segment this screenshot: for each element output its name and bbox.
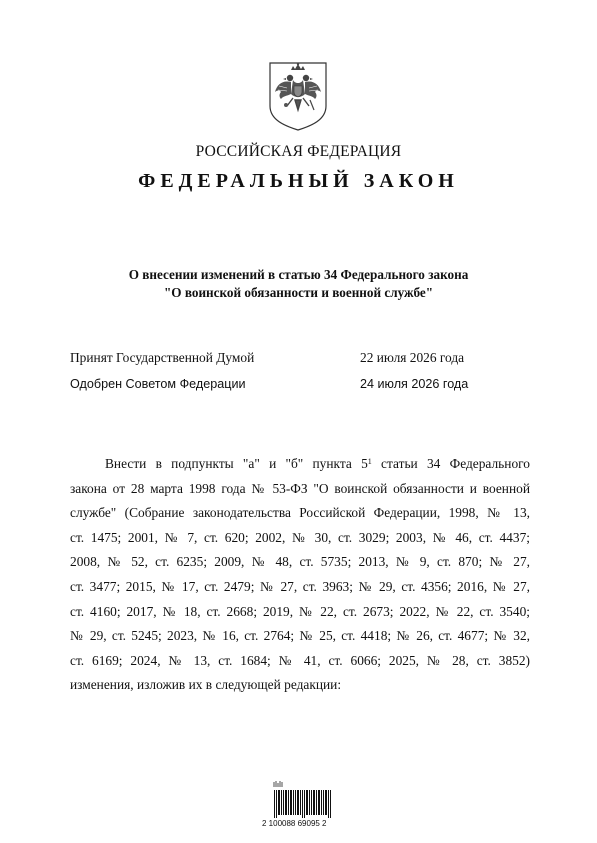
law-subject (0, 266, 597, 302)
country-name: РОССИЙСКАЯ ФЕДЕРАЦИЯ (195, 143, 402, 160)
body-line: ст. 6169; 2024, № 13, ст. 1684; № 41, ст. 6066; 2025, № 28, ст. 3852) (70, 652, 530, 668)
coat-of-arms-icon (267, 60, 329, 132)
body-line: службе" (Собрание законодательства Российской Федерации, 1998, № 13, (70, 505, 530, 521)
duma-adoption-label: Принят Государственной Думой (70, 350, 255, 365)
superscript: 1 (367, 457, 372, 466)
barcode-mark-icon (273, 780, 283, 788)
body-line: ст. 1475; 2001, № 7, ст. 620; 2002, № 30, ст. 3029; 2003, № 46, ст. 4437; (70, 529, 530, 545)
law-body-paragraph (70, 452, 530, 698)
barcode-icon (274, 790, 332, 818)
body-line: ст. 3477; 2015, № 17, ст. 2479; № 27, ст. 3963; № 29, ст. 4356; 2016, № 27, (70, 578, 530, 594)
document-barcode (262, 780, 338, 836)
document-type-title: ФЕДЕРАЛЬНЫЙ ЗАКОН (138, 170, 459, 192)
body-line: Внести в подпункты "а" и "б" пункта $5^1$ статьи 34 Федерального (105, 456, 530, 471)
body-line: изменения, изложив их в следующей редакции: (70, 677, 342, 693)
barcode-number: 2 100088 69095 2 (262, 819, 327, 828)
subject-line-1: О внесении изменений в статью 34 Федерального закона (128, 267, 469, 282)
body-line: ст. 4160; 2017, № 18, ст. 2668; 2019, № 22, ст. 2673; 2022, № 22, ст. 3540; (70, 603, 530, 619)
council-approval-label: Одобрен Советом Федерации (70, 377, 246, 391)
duma-adoption-row (70, 350, 540, 366)
body-line: 2008, № 52, ст. 6235; 2009, № 48, ст. 5735; 2013, № 9, ст. 870; № 27, (70, 554, 530, 570)
council-approval-date: 24 июля 2026 года (360, 377, 469, 391)
body-line: № 29, ст. 5245; 2023, № 16, ст. 2764; № 25, ст. 4418; № 26, ст. 4677; № 32, (70, 628, 530, 644)
subject-line-2: "О воинской обязанности и военной службе" (163, 285, 434, 300)
duma-adoption-date: 22 июля 2026 года (360, 350, 465, 365)
council-approval-row (70, 377, 540, 391)
body-line: закона от 28 марта 1998 года № 53-ФЗ "О воинской обязанности и военной (70, 480, 530, 496)
